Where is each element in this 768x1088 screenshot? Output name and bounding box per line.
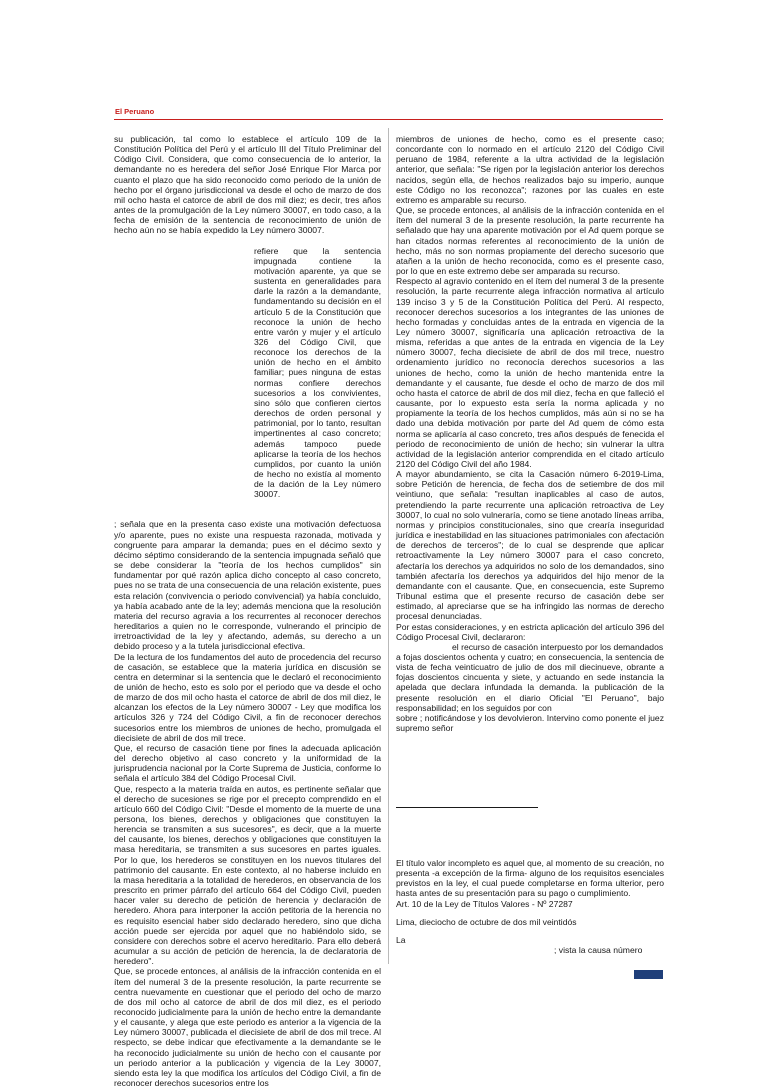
paragraph: a fojas doscientos ochenta y cuatro; en consecuencia, la sentencia de vista de fecha veinticuatro de julio de dos mil diecinueve, obrante a fojas doscientos cincuenta y siete, y actuando en sede instancia la apelada que declara infundada la demanda. la publicación de la presente resolución en el diario Oficial "El Peruano", bajo responsabilidad; en los seguidos por con: [396, 651, 664, 713]
footer-la: La: [396, 934, 406, 945]
paragraph: Que, respecto a la materia traída en autos, es pertinente señalar que el derecho de sucesiones se rige por el precepto comprendido en el artículo 660 del Código Civil: "Desde el momento de la muerte de una persona, los bienes, derechos y obligaciones que constituyen la herencia se transmiten a sus sucesores", es decir, que a la muerte del causante, los bienes, derechos y obligaciones que constituyen la masa hereditaria, se transmiten a sus sucesores en partes iguales. Por lo que, los herederos se constituyen en los nuevos titulares del patrimonio del causante. En este contexto, al no haberse incluido en la masa hereditaria a la totalidad de herederos, en observancia de los prescrito en primer párrafo del artículo 664 del Código Civil, pueden hacer valer su derecho de petición de herencia y declaración de heredero. Ahora para interponer la acción petitoria de la herencia no es requisito esencial haber sido declarado heredero, sino que dicha acción puede ser ejercida por aquel que no habiéndolo sido, se considere con derechos sobre el acervo hereditario. Para ello deberá acumular a su acción de petición de herencia, la de declaratoria de heredero".: [114, 783, 381, 967]
paragraph-text: refiere que la sentencia impugnada contiene la motivación aparente, ya que se sustenta en generalidades para darle la razón a la demandante, fundamentando su decisión en el artículo 5 de la Constitución que reconoce la unión de hecho entre varón y mujer y el artículo 326 del Código Civil, que reconoce los derechos de la unión de hecho en el ámbito familiar; pues ninguna de estas normas confiere derechos sucesorios a los convivientes, sino sólo que confieren ciertos derechos de orden personal y patrimonial, por lo tanto, resultan impertinentes al caso concreto; además tampoco puede aplicarse la teoría de los hechos cumplidos, por cuanto la unión de hecho no existía al momento de la dación de la Ley número 30007.: [254, 245, 381, 500]
paragraph: Por estas consideraciones, y en estricta aplicación del artículo 396 del Código Procesal Civil, declararon:: [396, 621, 664, 642]
paragraph: Que, se procede entonces, al análisis de la infracción contenida en el ítem del numeral 3 de la presente resolución, la parte recurrente ha señalado que hay una aparente motivación por el Ad quem porque se han citados normas referentes al reconocimiento de la unión de hecho, más no son normas propiamente del derecho sucesorio que atañen a la unión de hecho reconocida, como es el presente caso, por lo que en este extremo debe ser amparada su recurso.: [396, 205, 664, 277]
signature-line: [396, 807, 538, 808]
left-column: [114, 134, 381, 1088]
page-corner-mark: [634, 970, 663, 979]
column-divider: [388, 128, 389, 964]
paragraph: su publicación, tal como lo establece el artículo 109 de la Constitución Política del Perú y el artículo III del Título Preliminar del Código Civil. Considera, que como consecuencia de lo anterior, la demandante no es heredera del señor José Enrique Flor Marca por cuanto el plazo que ha sido reconocido como periodo de la unión de hecho por el órgano jurisdiccional va desde el ocho de marzo de dos mil ocho hasta el catorce de abril de dos mil diez; es decir, tres años antes de la promulgación de la Ley número 30007, en todo caso, a la fecha de emisión de la sentencia de reconocimiento de unión de hecho aún no se había expedido la Ley número 30007.: [114, 134, 381, 236]
footer-paragraph: El título valor incompleto es aquel que, al momento de su creación, no presenta -a excepción de la firma- alguno de los requisitos esenciales previstos en la ley, el cual puede completarse en forma ulterior, pero hasta antes de su presentación para su pago o cumplimiento.: [396, 858, 664, 899]
paragraph: Que, el recurso de casación tiene por fines la adecuada aplicación del derecho objetivo al caso concreto y la uniformidad de la jurisprudencia nacional por la Corte Suprema de Justicia, conforme lo señala el artículo 384 del Código Procesal Civil.: [114, 742, 381, 784]
footer-vista: ; vista la causa número: [554, 945, 643, 956]
paragraph: De la lectura de los fundamentos del auto de procedencia del recurso de casación, se establece que la materia jurídica en discusión se centra en determinar si la sentencia que le declaró el reconocimiento de unión de hecho, esto es solo por el periodo que va desde el ocho de marzo de dos mil ocho hasta el catorce de abril de dos mil diez, le alcanzan los efectos de la Ley número 30007 - Ley que modifica los artículos 326 y 724 del Código Civil, a fin de reconocer derechos sucesorios entre los miembros de uniones de hecho, promulgada el diecisiete de abril de dos mil trece.: [114, 651, 381, 743]
paragraph: Que, se procede entonces, al análisis de la infracción contenida en el ítem del numeral 3 de la presente resolución, la parte recurrente se centra nuevamente en cuestionar que el periodo del ocho de marzo de dos mil ocho al catorce de abril de dos mil diez, es el periodo reconocido judicialmente para la unión de hecho entre la demandante y el causante, y alega que este periodo es anterior a la vigencia de la Ley número 30007, publicada el diecisiete de abril de dos mil trece. Al respecto, se debe indicar que efectivamente a la demandante se le ha reconocido judicialmente su unión de hecho con el causante por un periodo anterior a la publicación y vigencia de la Ley 30007, siendo esta ley la que modifica los artículos del Código Civil, a fin de reconocer derechos sucesorios entre los: [114, 966, 381, 1088]
header-rule: [114, 119, 663, 120]
footer-date: Lima, dieciocho de octubre de dos mil veintidós: [396, 916, 577, 927]
paragraph: el recurso de casación interpuesto por los demandados: [452, 641, 664, 652]
paragraph: A mayor abundamiento, se cita la Casación número 6-2019-Lima, sobre Petición de herencia, de fecha dos de setiembre de dos mil veintiuno, que señala: "resultan inaplicables al caso de autos, pretendiendo la parte recurrente una aplicación retroactiva de Ley 30007, lo cual no solo vulneraría, como se tiene anotado líneas arriba, normas y principios constitucionales, sino que crearía inseguridad jurídica e inestabilidad en las situaciones patrimoniales con afectación de derechos de terceros"; de lo cual se desprende que aplicar retroactivamente la Ley número 30007 para el caso concreto, afectaría los derechos ya adquiridos no solo de los demandados, sino también afectaría los derechos ya adquiridos del hijo menor de la demandante con el causante. Que, en consecuencia, este Supremo Tribunal estima que el presente recurso de casación debe ser estimado, al apreciarse que se ha infringido las normas de derecho procesal denunciadas.: [396, 469, 665, 622]
right-column: [396, 134, 664, 733]
paragraph: [114, 246, 381, 500]
paragraph: Respecto al agravio contenido en el ítem del numeral 3 de la presente resolución, la parte recurrente alega infracción normativa al artículo 139 inciso 3 y 5 de la Constitución Política del Perú. Al respecto, reconocer derechos sucesorios a los integrantes de las uniones de hecho formadas y concluidas antes de la entrada en vigencia de la Ley número 30007, significaría una aplicación retroactiva de la misma, referidas a que antes de la entrada en vigencia de la Ley número 30007, fecha diecisiete de abril de dos mil trece, nuestro ordenamiento jurídico no reconocía derechos sucesorios a las uniones de hecho, como la unión de hecho mantenida entre la demandante y el causante, fue desde el ocho de marzo de dos mil ocho hasta el catorce de abril de dos mil diez, fecha en que falleció el causante, por lo expuesto esta sería la norma aplicada y no propiamente la teoría de los hechos cumplidos, más aún si no se ha dado una debida motivación por parte del Ad quem de cómo esta norma se aplicaría al caso concreto, tres años después de fenecida el periodo de reconocimiento de unión de hecho; sin vulnerar la ultra actividad de la legislación anterior comprendida en el citado artículo 2120 del Código Civil del año 1984.: [396, 276, 664, 469]
footer-reference: Art. 10 de la Ley de Títulos Valores - Nº 27287: [396, 898, 573, 909]
publication-brand: El Peruano: [115, 107, 155, 116]
paragraph: ; señala que en la presenta caso existe una motivación defectuosa y/o aparente, pues no existe una respuesta razonada, motivada y congruente para amparar la demanda; pues en el décimo sexto y décimo séptimo considerando de la sentencia impugnada señaló que se debe considerar la "teoría de los hechos cumplidos" sin fundamentar por qué razón aplica dicho concepto al caso concreto, pues no se trata de una consecuencia de una relación existente, pues esta relación (convivencia o periodo convivencial) ya había concluido, ya había acabado ante de la ley; además menciona que la resolución materia del recurso agravia a los recurrentes al reconocer derechos hereditarios a quien no le corresponde, vulnerando el principio de irretroactividad de la ley y afectando, además, su derecho a un debido proceso y a la tutela jurisdiccional efectiva.: [114, 519, 381, 652]
footer-block: [396, 858, 664, 955]
paragraph: miembros de uniones de hecho, como es el presente caso; concordante con lo normado en el artículo 2120 del Código Civil peruano de 1984, referente a la ultra actividad de la legislación anterior, que señala: "Se rigen por la legislación anterior los derechos nacidos, según ella, de hechos realizados bajo su imperio, aunque este Código no los reconozca"; razones por las cuales en este extremo es amparable su recurso.: [396, 134, 664, 205]
paragraph: sobre ; notificándose y los devolvieron. Intervino como ponente el juez supremo señor: [396, 712, 664, 734]
